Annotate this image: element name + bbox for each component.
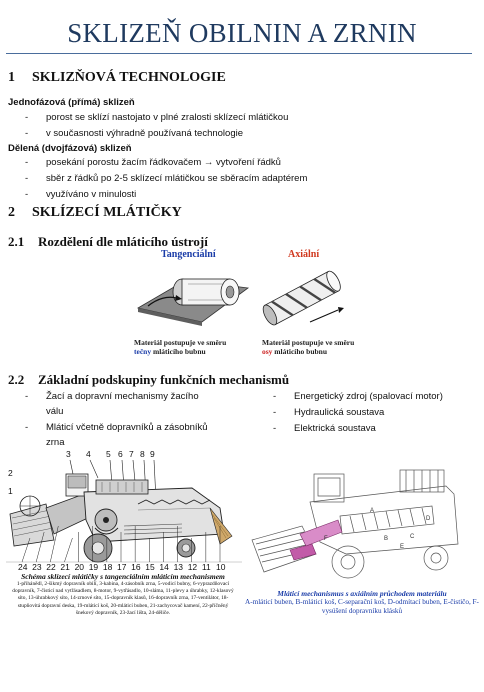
list-item: - posekání porostu žacím řádkovačem → vytvoření řádků <box>25 157 281 168</box>
callout-number: 8 <box>140 449 145 459</box>
diagram-1-caption-body: 1-přihánědl, 2-šikmý dopravník obilí, 3-kabina, 4-zásobník zrna, 5-vodicí bubny, 6-vyprazdňovací dopravník, 7-čisticí nad vytřásadlem, 8-motor, 9-vytřásadlo, 10-sláma, 11-plevy a úhrabky, 12-klasový síto, 13-úhrabkový síto, 14-zrnové síto, 15-dopravník klasů, 16-dopravník zrna, 17-ventilátor, 18-stupňovitá dopravní deska, 19-mláticí koš, 20-mláticí buben, 21-zachycovač kamení, 22-příčněný šnekový dopravník, 23-žací lišta, 24-děliče. <box>12 581 234 616</box>
title-underline <box>6 53 472 54</box>
subsection-2-1-number: 2.1 <box>8 234 25 249</box>
callout-number: 10 <box>216 562 226 572</box>
callout-number: 12 <box>187 562 198 572</box>
subsection-2-2-heading <box>8 372 289 388</box>
callout-number: 24 <box>18 562 28 572</box>
callout-number: 11 <box>201 562 211 572</box>
section-1-heading <box>8 70 226 86</box>
callout-number: 4 <box>86 449 91 459</box>
subsection-2-1-heading <box>8 234 208 250</box>
list-item: - využíváno v minulosti <box>25 189 137 200</box>
callout-number: 7 <box>129 449 134 459</box>
diagram-1-caption-title: Schéma sklízecí mlátičky s tangenciálním mláticím mechanismem <box>21 572 225 581</box>
svg-text:E: E <box>400 544 405 550</box>
list-item: - porost se sklízí nastojato v plné zralosti sklízecí mlátičkou <box>25 112 289 123</box>
list-item: - Hydraulická soustava <box>273 407 385 418</box>
callout-number: 23 <box>32 562 42 572</box>
callout-number: 5 <box>106 449 111 459</box>
subsection-2-2-title: Základní podskupiny funkčních mechanismů <box>38 372 290 387</box>
callout-number: 2 <box>8 468 13 478</box>
section-1-title: SKLIZŇOVÁ TECHNOLOGIE <box>32 70 226 85</box>
axial-label: Axiální <box>288 249 320 260</box>
section-2-number: 2 <box>8 205 15 220</box>
list-item: - Elektrická soustava <box>273 423 376 434</box>
callout-number: 15 <box>145 562 155 572</box>
tangential-combine-diagram <box>6 448 242 572</box>
section-2-heading <box>8 205 182 221</box>
group-1-label: Jednofázová (přímá) sklizeň <box>8 97 135 108</box>
section-2-title: SKLÍZECÍ MLÁTIČKY <box>32 205 182 220</box>
callout-number: 1 <box>8 486 13 496</box>
subsection-2-1-title: Rozdělení dle mláticího ústrojí <box>38 234 208 249</box>
callout-number: 18 <box>102 562 113 572</box>
callout-number: 9 <box>150 449 155 459</box>
axial-combine-diagram <box>250 450 476 586</box>
svg-text:B: B <box>384 536 389 542</box>
list-item: - sběr z řádků po 2-5 sklízecí mlátičkou se sběracím adaptérem <box>25 173 308 184</box>
diagram-2-caption-body: A-mláticí buben, B-mláticí koš, C-separační koš, D-odmítací buben, E-čističo, F-vysúšení dopravníku klásků <box>245 598 479 615</box>
list-item: - Žací a dopravní mechanismy žacího válu <box>25 391 199 417</box>
callout-number: 22 <box>46 562 56 572</box>
axial-caption: Materiál postupuje ve směru osy mláticího bubnu <box>262 338 355 356</box>
list-item: - Energetický zdroj (spalovací motor) <box>273 391 443 402</box>
group-2-label: Dělená (dvojfázová) sklizeň <box>8 143 132 154</box>
callout-number: 20 <box>74 562 85 572</box>
page-title: SKLIZEŇ OBILNIN A ZRNIN <box>67 18 417 48</box>
tangential-drum-figure <box>132 262 252 334</box>
tangential-caption: Materiál postupuje ve směru tečny mláticího bubnu <box>134 338 227 356</box>
list-item: - v současnosti výhradně používaná technologie <box>25 128 243 139</box>
section-1-number: 1 <box>8 70 15 85</box>
subsection-2-2-number: 2.2 <box>8 372 25 387</box>
svg-text:A: A <box>370 508 375 514</box>
svg-text:F: F <box>324 536 328 542</box>
svg-text:D: D <box>426 516 431 522</box>
axial-drum-figure <box>254 262 354 334</box>
callout-number: 19 <box>88 562 99 572</box>
tangential-label: Tangenciální <box>161 249 216 260</box>
callout-number: 3 <box>66 449 71 459</box>
callout-number: 17 <box>117 562 127 572</box>
callout-number: 13 <box>173 562 184 572</box>
callout-number: 6 <box>118 449 123 459</box>
list-item: - Mláticí včetně dopravníků a zásobníků zrna <box>25 422 208 448</box>
callout-leader <box>64 538 72 562</box>
callout-number: 16 <box>131 562 141 572</box>
svg-text:C: C <box>410 534 415 540</box>
diagram-2-caption-title: Mláticí mechanismus s axiálním průchodem materiálu <box>277 589 447 598</box>
callout-number: 21 <box>60 562 70 572</box>
callout-number: 14 <box>159 562 169 572</box>
